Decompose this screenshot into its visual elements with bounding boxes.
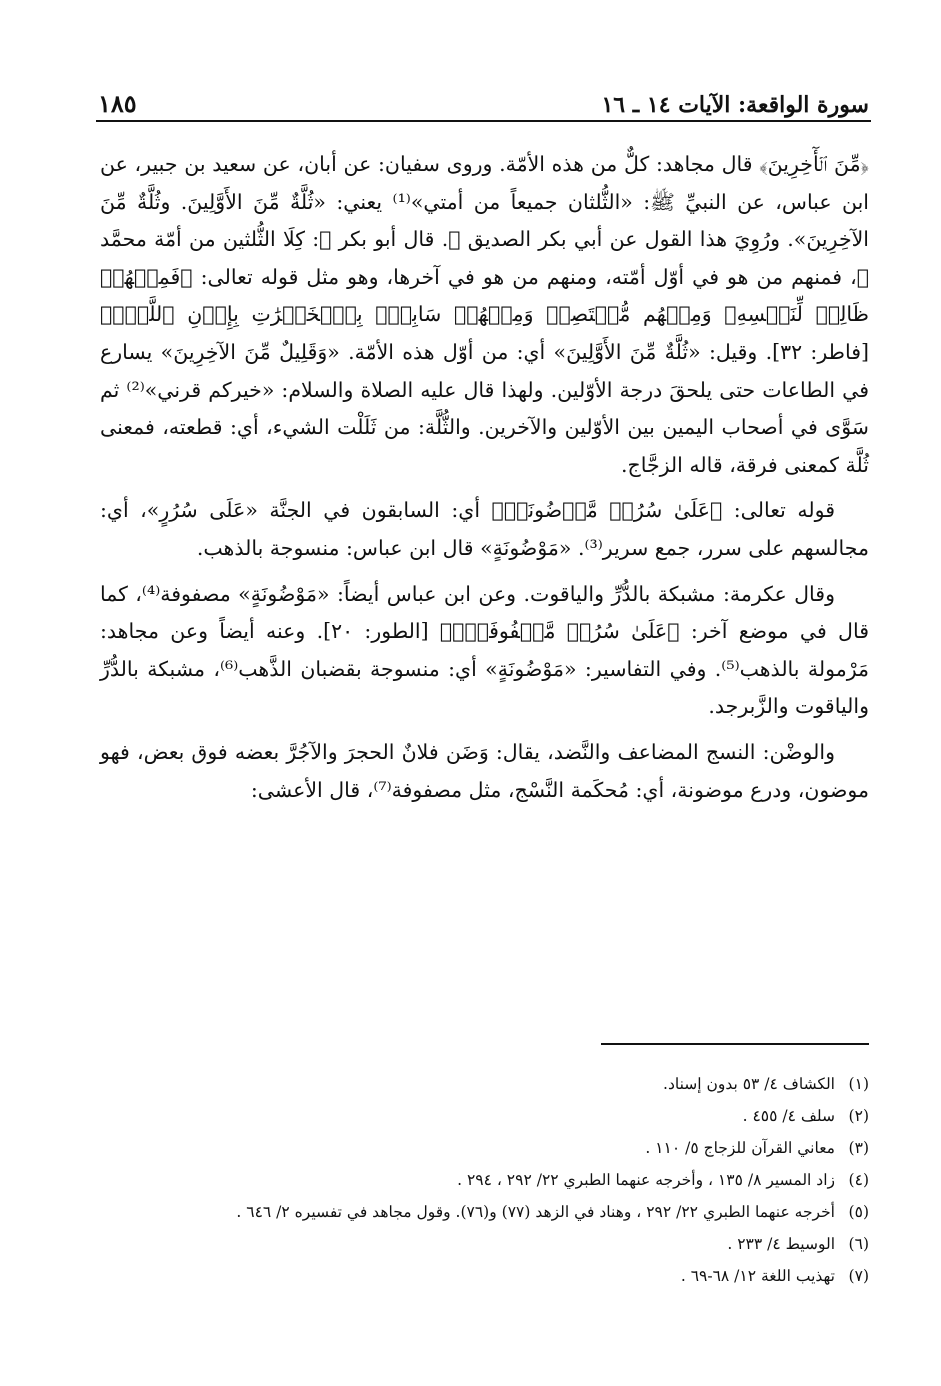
footnote-5 (100, 1196, 869, 1228)
page-number: ١٨٥ (98, 89, 137, 118)
footnote-text: معاني القرآن للزجاج ٥/ ١١٠ . (645, 1139, 835, 1157)
footnote-7 (100, 1260, 869, 1292)
footnote-text: أخرجه عنهما الطبري ٢٢/ ٢٩٢ ، وهناد في الزهد (٧٧) و(٧٦). وقول مجاهد في تفسيره ٢/ ٦٤٦ . (236, 1203, 835, 1221)
footnote-6 (100, 1228, 869, 1260)
paragraph-3: وقال عكرمة: مشبكة بالدُّرِّ والياقوت. وعن ابن عباس أيضاً: «مَوْضُونَةٍ» مصفوفة⁽⁴⁾، كما قال في موضع آخر: ﴿عَلَىٰ سُرُرٖ مَّصۡفُوفَةٖۖ﴾ [الطور: ٢٠]. وعنه أيضاً وعن مجاهد: مَرْمولة بالذهب⁽⁵⁾. وفي التفاسير: «مَوْضُونَةٍ» أي: منسوجة بقضبان الذَّهب⁽⁶⁾، مشبكة بالدُّرِّ والياقوت والزَّبرجد. (100, 581, 869, 719)
running-head (98, 78, 869, 118)
footnote-number: (٧) (848, 1267, 869, 1285)
footnote-text: سلف ٤/ ٤٥٥ . (742, 1107, 835, 1125)
footnote-text: الوسيط ٤/ ٢٣٣ . (727, 1235, 835, 1253)
footnote-2 (100, 1100, 869, 1132)
footnote-text: الكشاف ٤/ ٥٣ بدون إسناد. (663, 1075, 835, 1093)
footnote-number: (٥) (848, 1203, 869, 1221)
paragraph-1: ﴿مِّنَ ٱلۡأٓخِرِينَ﴾ قال مجاهد: كلٌّ من هذه الأمّة. وروى سفيان: عن أبان، عن سعيد بن جبير، عن ابن عباس، عن النبيِّ ﷺ: «الثُّلثان جميعاً من أمتي»⁽¹⁾ يعني: «ثُلَّةٌ مِّنَ الأَوَّلِينَ. وثُلَّةٌ مِّنَ الآخِرِينَ». ورُوِيَ هذا القول عن أبي بكر الصديق ﷺ. قال أبو بكر ﷺ: كِلَا الثُّلثين من أمّة محمَّد ﷺ، فمنهم من هو في أوّل أمّته، ومنهم من هو في آخرها، وهو مثل قوله تعالى: ﴿فَمِنۡهُمۡ ظَالِمٞ لِّنَفۡسِهِۦ وَمِنۡهُم مُّقۡتَصِدٞ وَمِنۡهُمۡ سَابِقُۢ بِٱلۡخَيۡرَٰتِ بِإِذۡنِ ٱللَّهِۚ﴾ [فاطر: ٣٢]. وقيل: «ثُلَّةٌ مِّنَ الأَوَّلِينَ» أي: من أوّل هذه الأمّة. «وَقَلِيلٌ مِّنَ الآخِرِينَ» يسارع في الطاعات حتى يلحقَ درجة الأوّلين. ولهذا قال عليه الصلاة والسلام: «خيركم قرني»⁽²⁾ ثم سَوَّى في أصحاب اليمين بين الأوّلين والآخرين. والثُّلَّة: من ثَلَلْت الشيء، أي: قطعته، فمعنى ثُلَّة كمعنى فرقة، قاله الزجَّاج. (100, 152, 870, 477)
paragraph-4: والوضْن: النسج المضاعف والنَّضد، يقال: وَضَن فلانٌ الحجرَ والآجُرَّ بعضه فوق بعض، فهو موضون، ودرع موضونة، أي: مُحكَمة النَّسْج، مثل مصفوفة⁽⁷⁾، قال الأعشى: (100, 739, 869, 802)
footnote-4 (100, 1164, 869, 1196)
main-text (100, 146, 869, 809)
paragraph-2: قوله تعالى: ﴿عَلَىٰ سُرُرٖ مَّوۡضُونَةٖ﴾ أي: السابقون في الجنَّة «عَلَى سُرُرٍ»، أي: مجالسهم على سرر، جمع سرير⁽³⁾. «مَوْضُونَةٍ» قال ابن عباس: منسوجة بالذهب. (100, 498, 869, 560)
footnote-rule (601, 1043, 869, 1045)
footnote-number: (٢) (848, 1107, 869, 1125)
footnotes (100, 1068, 869, 1292)
chapter-title: سورة الواقعة: الآيات ١٤ ـ ١٦ (601, 92, 869, 118)
footnote-3 (100, 1132, 869, 1164)
header-rule (96, 120, 871, 122)
footnote-number: (٣) (848, 1139, 869, 1157)
footnote-number: (٤) (848, 1171, 869, 1189)
footnote-number: (١) (848, 1075, 869, 1093)
footnote-number: (٦) (848, 1235, 869, 1253)
footnote-1 (100, 1068, 869, 1100)
footnote-text: تهذيب اللغة ١٢/ ٦٨-٦٩ . (680, 1267, 835, 1285)
footnote-text: زاد المسير ٨/ ١٣٥ ، وأخرجه عنهما الطبري ٢٢/ ٢٩٢ ، ٢٩٤ . (457, 1171, 835, 1189)
